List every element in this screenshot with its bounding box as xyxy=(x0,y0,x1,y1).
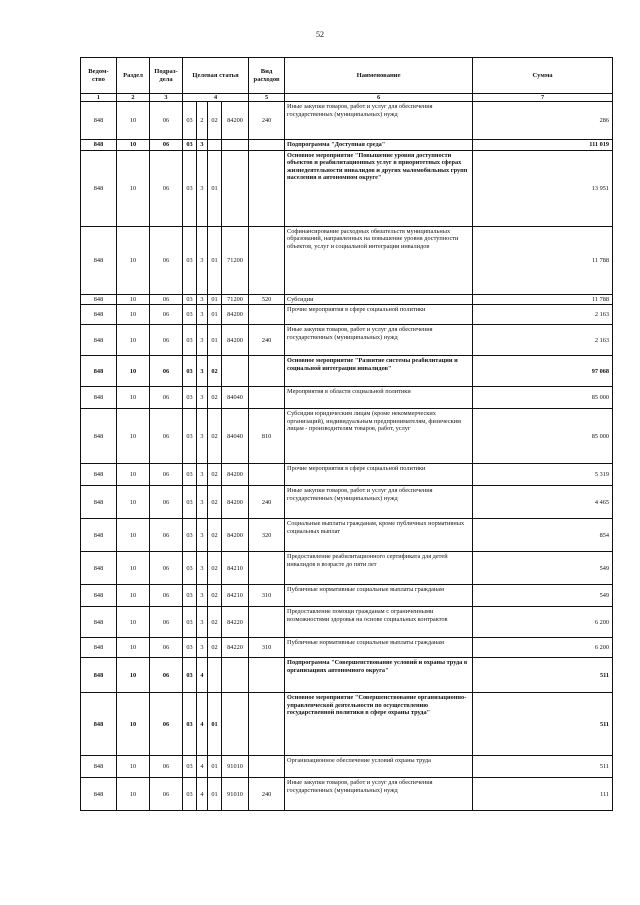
cell-celevaya-3: 02 xyxy=(208,519,222,552)
cell-celevaya-3: 02 xyxy=(208,585,222,607)
cell-summa: 549 xyxy=(473,585,613,607)
cell-summa: 549 xyxy=(473,552,613,585)
cell-razdel: 10 xyxy=(117,102,150,140)
cell-razdel: 10 xyxy=(117,140,150,150)
cell-vedomstvo: 848 xyxy=(81,658,117,693)
cell-celevaya-2: 3 xyxy=(197,409,208,464)
cell-vedomstvo: 848 xyxy=(81,519,117,552)
header-vedomstvo: Ведом-ство xyxy=(81,58,117,94)
cell-vedomstvo: 848 xyxy=(81,294,117,304)
cell-celevaya-1: 03 xyxy=(183,607,197,638)
table-row xyxy=(81,356,613,387)
cell-naimenovanie: Прочие мероприятия в сфере социальной политики xyxy=(285,305,473,325)
cell-vedomstvo: 848 xyxy=(81,226,117,294)
column-number: 2 xyxy=(117,94,150,102)
cell-celevaya-3: 01 xyxy=(208,226,222,294)
cell-celevaya-2: 3 xyxy=(197,552,208,585)
table-row xyxy=(81,294,613,304)
cell-celevaya-4: 84200 xyxy=(222,325,249,356)
cell-naimenovanie: Иные закупки товаров, работ и услуг для обеспечения государственных (муниципальных) нужд xyxy=(285,486,473,519)
cell-razdel: 10 xyxy=(117,756,150,778)
table-row xyxy=(81,658,613,693)
cell-podrazdel: 06 xyxy=(150,305,183,325)
cell-vid-rashodov xyxy=(249,140,285,150)
cell-vedomstvo: 848 xyxy=(81,325,117,356)
cell-naimenovanie: Подпрограмма "Совершенствование условий и охраны труда в организациях автономного округа" xyxy=(285,658,473,693)
table-row xyxy=(81,226,613,294)
cell-naimenovanie: Основное мероприятие "Повышение уровня доступности объектов и реабилитационных услуг в приоритетных сферах жизнедеятельности инвалидов и других маломобильных групп населения в автономном округе" xyxy=(285,150,473,226)
cell-summa: 286 xyxy=(473,102,613,140)
cell-celevaya-1: 03 xyxy=(183,552,197,585)
cell-celevaya-4: 84200 xyxy=(222,519,249,552)
cell-celevaya-2: 4 xyxy=(197,693,208,756)
cell-celevaya-2: 3 xyxy=(197,325,208,356)
cell-celevaya-1: 03 xyxy=(183,778,197,811)
cell-vid-rashodov xyxy=(249,552,285,585)
cell-vedomstvo: 848 xyxy=(81,356,117,387)
cell-razdel: 10 xyxy=(117,464,150,486)
cell-naimenovanie: Субсидии xyxy=(285,294,473,304)
cell-vedomstvo: 848 xyxy=(81,486,117,519)
table-row xyxy=(81,585,613,607)
cell-naimenovanie: Основное мероприятие "Развитие системы реабилитации и социальной интеграции инвалидов" xyxy=(285,356,473,387)
cell-summa: 2 163 xyxy=(473,305,613,325)
table-row xyxy=(81,519,613,552)
cell-vid-rashodov xyxy=(249,756,285,778)
cell-vid-rashodov: 810 xyxy=(249,409,285,464)
cell-celevaya-1: 03 xyxy=(183,464,197,486)
cell-celevaya-1: 03 xyxy=(183,150,197,226)
header-naimenovanie: Наименование xyxy=(285,58,473,94)
cell-vedomstvo: 848 xyxy=(81,102,117,140)
cell-razdel: 10 xyxy=(117,607,150,638)
cell-vedomstvo: 848 xyxy=(81,409,117,464)
cell-celevaya-2: 3 xyxy=(197,150,208,226)
table-row xyxy=(81,150,613,226)
cell-vid-rashodov: 240 xyxy=(249,486,285,519)
cell-naimenovanie: Основное мероприятие "Совершенствование организационно-управленческой деятельности по осуществлению государственной политики в сфере охраны труда" xyxy=(285,693,473,756)
cell-podrazdel: 06 xyxy=(150,486,183,519)
header-razdel: Раздел xyxy=(117,58,150,94)
cell-razdel: 10 xyxy=(117,305,150,325)
cell-podrazdel: 06 xyxy=(150,756,183,778)
cell-podrazdel: 06 xyxy=(150,519,183,552)
cell-podrazdel: 06 xyxy=(150,226,183,294)
cell-celevaya-1: 03 xyxy=(183,325,197,356)
cell-celevaya-3: 01 xyxy=(208,150,222,226)
cell-celevaya-4: 91010 xyxy=(222,756,249,778)
cell-celevaya-1: 03 xyxy=(183,305,197,325)
budget-table xyxy=(80,57,613,811)
header-vid-rashodov: Вид расходов xyxy=(249,58,285,94)
cell-podrazdel: 06 xyxy=(150,607,183,638)
cell-podrazdel: 06 xyxy=(150,294,183,304)
cell-celevaya-4 xyxy=(222,150,249,226)
cell-celevaya-3: 02 xyxy=(208,387,222,409)
cell-celevaya-2: 3 xyxy=(197,387,208,409)
cell-naimenovanie: Софинансирование расходных обязательств муниципальных образований, направленных на повышение уровня доступности объектов, услуг и социальной интеграции инвалидов xyxy=(285,226,473,294)
page-number: 52 xyxy=(316,30,324,39)
cell-celevaya-4: 84040 xyxy=(222,409,249,464)
cell-vid-rashodov xyxy=(249,464,285,486)
cell-podrazdel: 06 xyxy=(150,693,183,756)
cell-celevaya-3: 01 xyxy=(208,294,222,304)
cell-vid-rashodov xyxy=(249,150,285,226)
cell-podrazdel: 06 xyxy=(150,150,183,226)
cell-vid-rashodov: 320 xyxy=(249,519,285,552)
cell-celevaya-2: 3 xyxy=(197,638,208,658)
cell-celevaya-3: 02 xyxy=(208,409,222,464)
cell-celevaya-1: 03 xyxy=(183,356,197,387)
cell-summa: 97 068 xyxy=(473,356,613,387)
cell-vid-rashodov: 310 xyxy=(249,638,285,658)
cell-vedomstvo: 848 xyxy=(81,305,117,325)
cell-vedomstvo: 848 xyxy=(81,756,117,778)
cell-podrazdel: 06 xyxy=(150,638,183,658)
table-row xyxy=(81,387,613,409)
cell-celevaya-4: 84210 xyxy=(222,585,249,607)
cell-podrazdel: 06 xyxy=(150,409,183,464)
cell-razdel: 10 xyxy=(117,325,150,356)
cell-naimenovanie: Подпрограмма "Доступная среда" xyxy=(285,140,473,150)
cell-summa: 6 200 xyxy=(473,638,613,658)
cell-vedomstvo: 848 xyxy=(81,638,117,658)
cell-naimenovanie: Предоставление реабилитационного сертификата для детей инвалидов в возрасте до пяти лет xyxy=(285,552,473,585)
cell-celevaya-2: 4 xyxy=(197,658,208,693)
column-number-row xyxy=(81,94,613,102)
table-row xyxy=(81,102,613,140)
cell-summa: 11 788 xyxy=(473,226,613,294)
cell-vid-rashodov xyxy=(249,387,285,409)
header-row xyxy=(81,58,613,94)
table-row xyxy=(81,464,613,486)
cell-celevaya-2: 3 xyxy=(197,486,208,519)
cell-razdel: 10 xyxy=(117,226,150,294)
table-row xyxy=(81,607,613,638)
cell-naimenovanie: Субсидии юридическим лицам (кроме некоммерческих организаций), индивидуальным предпринимателям, физическим лицам - производителям товаров, работ, услуг xyxy=(285,409,473,464)
cell-celevaya-4 xyxy=(222,356,249,387)
table-row xyxy=(81,409,613,464)
cell-vid-rashodov: 310 xyxy=(249,585,285,607)
cell-vid-rashodov: 520 xyxy=(249,294,285,304)
cell-celevaya-4: 84040 xyxy=(222,387,249,409)
cell-naimenovanie: Иные закупки товаров, работ и услуг для обеспечения государственных (муниципальных) нужд xyxy=(285,778,473,811)
cell-celevaya-4: 71200 xyxy=(222,294,249,304)
cell-vid-rashodov: 240 xyxy=(249,325,285,356)
cell-podrazdel: 06 xyxy=(150,658,183,693)
cell-celevaya-1: 03 xyxy=(183,658,197,693)
table-row xyxy=(81,638,613,658)
cell-celevaya-3: 01 xyxy=(208,778,222,811)
cell-celevaya-1: 03 xyxy=(183,693,197,756)
cell-vid-rashodov xyxy=(249,226,285,294)
cell-razdel: 10 xyxy=(117,294,150,304)
cell-celevaya-2: 3 xyxy=(197,305,208,325)
cell-celevaya-4 xyxy=(222,140,249,150)
cell-vedomstvo: 848 xyxy=(81,778,117,811)
cell-celevaya-2: 2 xyxy=(197,102,208,140)
column-number: 6 xyxy=(285,94,473,102)
table-row xyxy=(81,325,613,356)
cell-celevaya-3: 01 xyxy=(208,305,222,325)
cell-summa: 4 465 xyxy=(473,486,613,519)
cell-celevaya-3 xyxy=(208,658,222,693)
table-row xyxy=(81,140,613,150)
column-number: 7 xyxy=(473,94,613,102)
table-row xyxy=(81,756,613,778)
cell-celevaya-4: 91010 xyxy=(222,778,249,811)
cell-vid-rashodov xyxy=(249,658,285,693)
cell-podrazdel: 06 xyxy=(150,585,183,607)
cell-razdel: 10 xyxy=(117,387,150,409)
column-number: 3 xyxy=(150,94,183,102)
cell-celevaya-3: 02 xyxy=(208,552,222,585)
cell-celevaya-3: 01 xyxy=(208,325,222,356)
cell-celevaya-3: 02 xyxy=(208,607,222,638)
cell-summa: 2 163 xyxy=(473,325,613,356)
cell-podrazdel: 06 xyxy=(150,778,183,811)
cell-podrazdel: 06 xyxy=(150,325,183,356)
cell-celevaya-2: 3 xyxy=(197,519,208,552)
cell-razdel: 10 xyxy=(117,519,150,552)
cell-razdel: 10 xyxy=(117,150,150,226)
column-number: 4 xyxy=(183,94,249,102)
cell-celevaya-1: 03 xyxy=(183,756,197,778)
cell-celevaya-2: 3 xyxy=(197,464,208,486)
cell-vid-rashodov xyxy=(249,607,285,638)
header-summa: Сумма xyxy=(473,58,613,94)
cell-naimenovanie: Организационное обеспечение условий охраны труда xyxy=(285,756,473,778)
cell-summa: 511 xyxy=(473,693,613,756)
cell-celevaya-3: 02 xyxy=(208,638,222,658)
cell-vedomstvo: 848 xyxy=(81,552,117,585)
cell-celevaya-3 xyxy=(208,140,222,150)
cell-summa: 11 788 xyxy=(473,294,613,304)
cell-celevaya-3: 02 xyxy=(208,486,222,519)
table-body xyxy=(81,102,613,811)
cell-razdel: 10 xyxy=(117,693,150,756)
cell-celevaya-4: 84200 xyxy=(222,102,249,140)
cell-podrazdel: 06 xyxy=(150,387,183,409)
cell-podrazdel: 06 xyxy=(150,102,183,140)
cell-celevaya-2: 4 xyxy=(197,756,208,778)
cell-naimenovanie: Предоставление помощи гражданам с ограниченными возможностями здоровья на основе социальных контрактов xyxy=(285,607,473,638)
cell-podrazdel: 06 xyxy=(150,356,183,387)
cell-celevaya-4 xyxy=(222,658,249,693)
cell-naimenovanie: Социальные выплаты гражданам, кроме публичных нормативных социальных выплат xyxy=(285,519,473,552)
cell-celevaya-2: 3 xyxy=(197,294,208,304)
cell-naimenovanie: Публичные нормативные социальные выплаты гражданам xyxy=(285,638,473,658)
table-row xyxy=(81,778,613,811)
cell-razdel: 10 xyxy=(117,638,150,658)
cell-naimenovanie: Мероприятия в области социальной политики xyxy=(285,387,473,409)
cell-razdel: 10 xyxy=(117,356,150,387)
cell-naimenovanie: Иные закупки товаров, работ и услуг для обеспечения государственных (муниципальных) нужд xyxy=(285,102,473,140)
cell-vedomstvo: 848 xyxy=(81,607,117,638)
cell-vedomstvo: 848 xyxy=(81,585,117,607)
cell-celevaya-1: 03 xyxy=(183,140,197,150)
cell-celevaya-1: 03 xyxy=(183,294,197,304)
cell-razdel: 10 xyxy=(117,486,150,519)
cell-summa: 111 019 xyxy=(473,140,613,150)
cell-vedomstvo: 848 xyxy=(81,150,117,226)
cell-celevaya-4: 84210 xyxy=(222,552,249,585)
cell-celevaya-3: 01 xyxy=(208,693,222,756)
cell-vedomstvo: 848 xyxy=(81,464,117,486)
cell-vedomstvo: 848 xyxy=(81,693,117,756)
cell-celevaya-4 xyxy=(222,693,249,756)
table-row xyxy=(81,486,613,519)
cell-celevaya-3: 02 xyxy=(208,356,222,387)
cell-naimenovanie: Прочие мероприятия в сфере социальной политики xyxy=(285,464,473,486)
cell-razdel: 10 xyxy=(117,409,150,464)
cell-celevaya-4: 71200 xyxy=(222,226,249,294)
column-number: 1 xyxy=(81,94,117,102)
cell-vid-rashodov: 240 xyxy=(249,102,285,140)
table-row xyxy=(81,693,613,756)
cell-naimenovanie: Иные закупки товаров, работ и услуг для обеспечения государственных (муниципальных) нужд xyxy=(285,325,473,356)
cell-celevaya-4: 84200 xyxy=(222,486,249,519)
cell-celevaya-2: 3 xyxy=(197,140,208,150)
cell-celevaya-3: 01 xyxy=(208,756,222,778)
column-number: 5 xyxy=(249,94,285,102)
cell-podrazdel: 06 xyxy=(150,140,183,150)
cell-summa: 85 000 xyxy=(473,387,613,409)
cell-celevaya-4: 84220 xyxy=(222,638,249,658)
cell-summa: 85 000 xyxy=(473,409,613,464)
cell-celevaya-4: 84200 xyxy=(222,305,249,325)
cell-summa: 111 xyxy=(473,778,613,811)
cell-celevaya-2: 3 xyxy=(197,356,208,387)
cell-summa: 6 200 xyxy=(473,607,613,638)
cell-vedomstvo: 848 xyxy=(81,140,117,150)
cell-celevaya-2: 3 xyxy=(197,607,208,638)
cell-summa: 854 xyxy=(473,519,613,552)
table-row xyxy=(81,305,613,325)
cell-celevaya-4: 84200 xyxy=(222,464,249,486)
header-podrazdel: Подраз-дела xyxy=(150,58,183,94)
cell-celevaya-1: 03 xyxy=(183,102,197,140)
cell-celevaya-1: 03 xyxy=(183,519,197,552)
cell-celevaya-4: 84220 xyxy=(222,607,249,638)
cell-celevaya-1: 03 xyxy=(183,585,197,607)
cell-razdel: 10 xyxy=(117,585,150,607)
cell-razdel: 10 xyxy=(117,778,150,811)
cell-celevaya-2: 3 xyxy=(197,226,208,294)
cell-celevaya-1: 03 xyxy=(183,387,197,409)
cell-naimenovanie: Публичные нормативные социальные выплаты гражданам xyxy=(285,585,473,607)
header-celevaya-statya: Целевая статья xyxy=(183,58,249,94)
cell-celevaya-2: 4 xyxy=(197,778,208,811)
cell-celevaya-3: 02 xyxy=(208,464,222,486)
cell-summa: 511 xyxy=(473,756,613,778)
cell-podrazdel: 06 xyxy=(150,464,183,486)
cell-razdel: 10 xyxy=(117,658,150,693)
cell-celevaya-1: 03 xyxy=(183,409,197,464)
cell-celevaya-2: 3 xyxy=(197,585,208,607)
cell-summa: 511 xyxy=(473,658,613,693)
cell-summa: 13 951 xyxy=(473,150,613,226)
cell-vedomstvo: 848 xyxy=(81,387,117,409)
cell-vid-rashodov xyxy=(249,305,285,325)
cell-celevaya-1: 03 xyxy=(183,638,197,658)
table-row xyxy=(81,552,613,585)
cell-vid-rashodov xyxy=(249,693,285,756)
cell-summa: 5 319 xyxy=(473,464,613,486)
cell-vid-rashodov: 240 xyxy=(249,778,285,811)
cell-celevaya-3: 02 xyxy=(208,102,222,140)
cell-celevaya-1: 03 xyxy=(183,486,197,519)
cell-celevaya-1: 03 xyxy=(183,226,197,294)
cell-razdel: 10 xyxy=(117,552,150,585)
cell-podrazdel: 06 xyxy=(150,552,183,585)
cell-vid-rashodov xyxy=(249,356,285,387)
